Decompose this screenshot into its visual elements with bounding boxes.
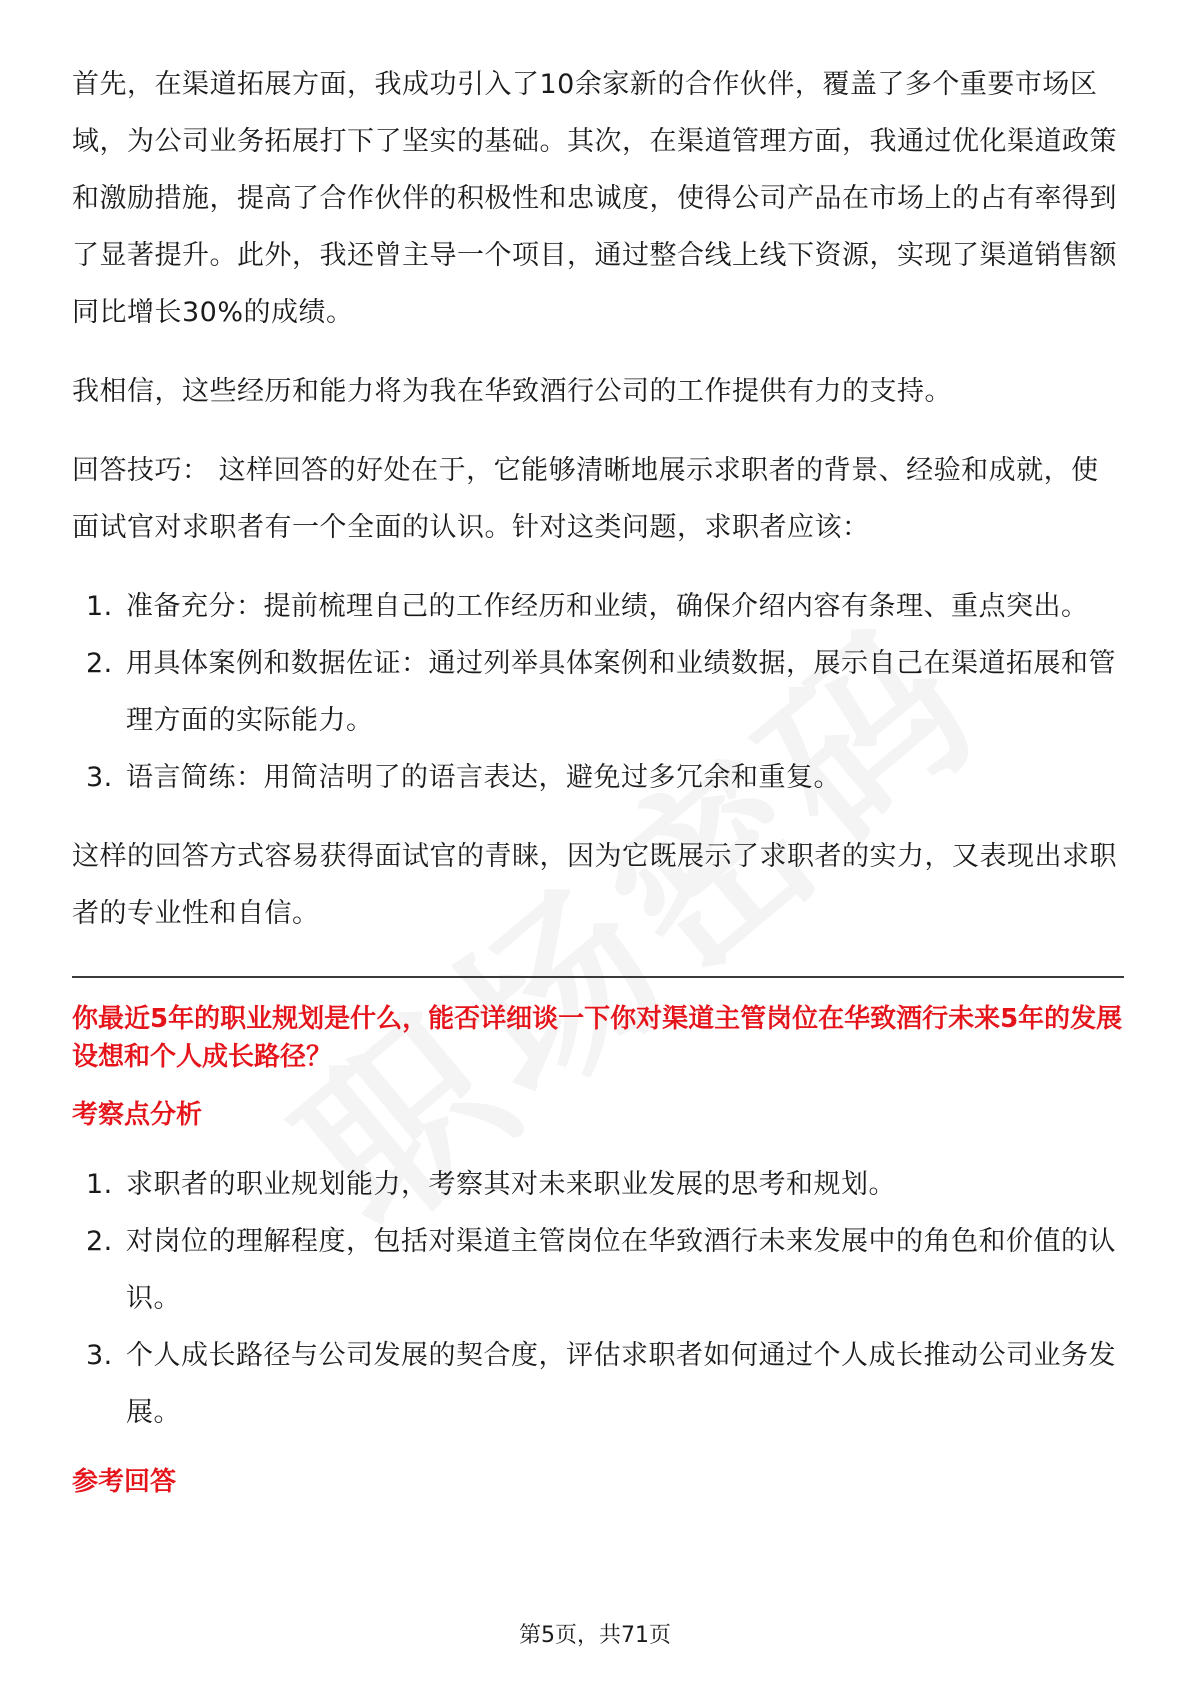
list-item-text: 用具体案例和数据佐证：通过列举具体案例和业绩数据，展示自己在渠道拓展和管理方面的实际能力。 [126,648,1116,736]
list-item-text: 语言简练：用简洁明了的语言表达，避免过多冗余和重复。 [126,762,841,793]
list-item [72,1213,1124,1327]
list-item [72,635,1124,749]
analysis-list [72,1156,1124,1441]
intro-paragraph: 首先，在渠道拓展方面，我成功引入了10余家新的合作伙伴，覆盖了多个重要市场区域，为公司业务拓展打下了坚实的基础。其次，在渠道管理方面，我通过优化渠道政策和激励措施，提高了合作伙伴的积极性和忠诚度，使得公司产品在市场上的占有率得到了显著提升。此外，我还曾主导一个项目，通过整合线上线下资源，实现了渠道销售额同比增长30%的成绩。 [72,69,1117,328]
analysis-heading: 考察点分析 [72,1100,203,1130]
list-item [72,749,1124,806]
list-item [72,578,1124,635]
list-item-text: 准备充分：提前梳理自己的工作经历和业绩，确保介绍内容有条理、重点突出。 [126,591,1089,622]
list-number: 2. [86,648,113,679]
list-number: 2. [86,1226,113,1257]
list-number: 3. [86,762,113,793]
tips-paragraph: 回答技巧： 这样回答的好处在于，它能够清晰地展示求职者的背景、经验和成就，使面试官对求职者有一个全面的认识。针对这类问题，求职者应该： [72,455,1099,543]
list-item [72,1156,1124,1213]
interview-question: 你最近5年的职业规划是什么，能否详细谈一下你对渠道主管岗位在华致酒行未来5年的发展设想和个人成长路径？ [72,1004,1123,1072]
list-number: 3. [86,1340,113,1371]
document-page [72,56,1124,1523]
list-number: 1. [86,591,113,622]
belief-paragraph: 我相信，这些经历和能力将为我在华致酒行公司的工作提供有力的支持。 [72,376,952,407]
list-item-text: 对岗位的理解程度，包括对渠道主管岗位在华致酒行未来发展中的角色和价值的认识。 [126,1226,1116,1314]
reference-answer-heading: 参考回答 [72,1467,177,1497]
list-item [72,1327,1124,1441]
page-number-footer: 第5页，共71页 [519,1623,671,1648]
list-item-text: 求职者的职业规划能力，考察其对未来职业发展的思考和规划。 [126,1169,896,1200]
list-number: 1. [86,1169,113,1200]
conclusion-paragraph: 这样的回答方式容易获得面试官的青睐，因为它既展示了求职者的实力，又表现出求职者的专业性和自信。 [72,841,1117,929]
section-divider [72,976,1124,978]
tips-list [72,578,1124,806]
list-item-text: 个人成长路径与公司发展的契合度，评估求职者如何通过个人成长推动公司业务发展。 [126,1340,1116,1428]
